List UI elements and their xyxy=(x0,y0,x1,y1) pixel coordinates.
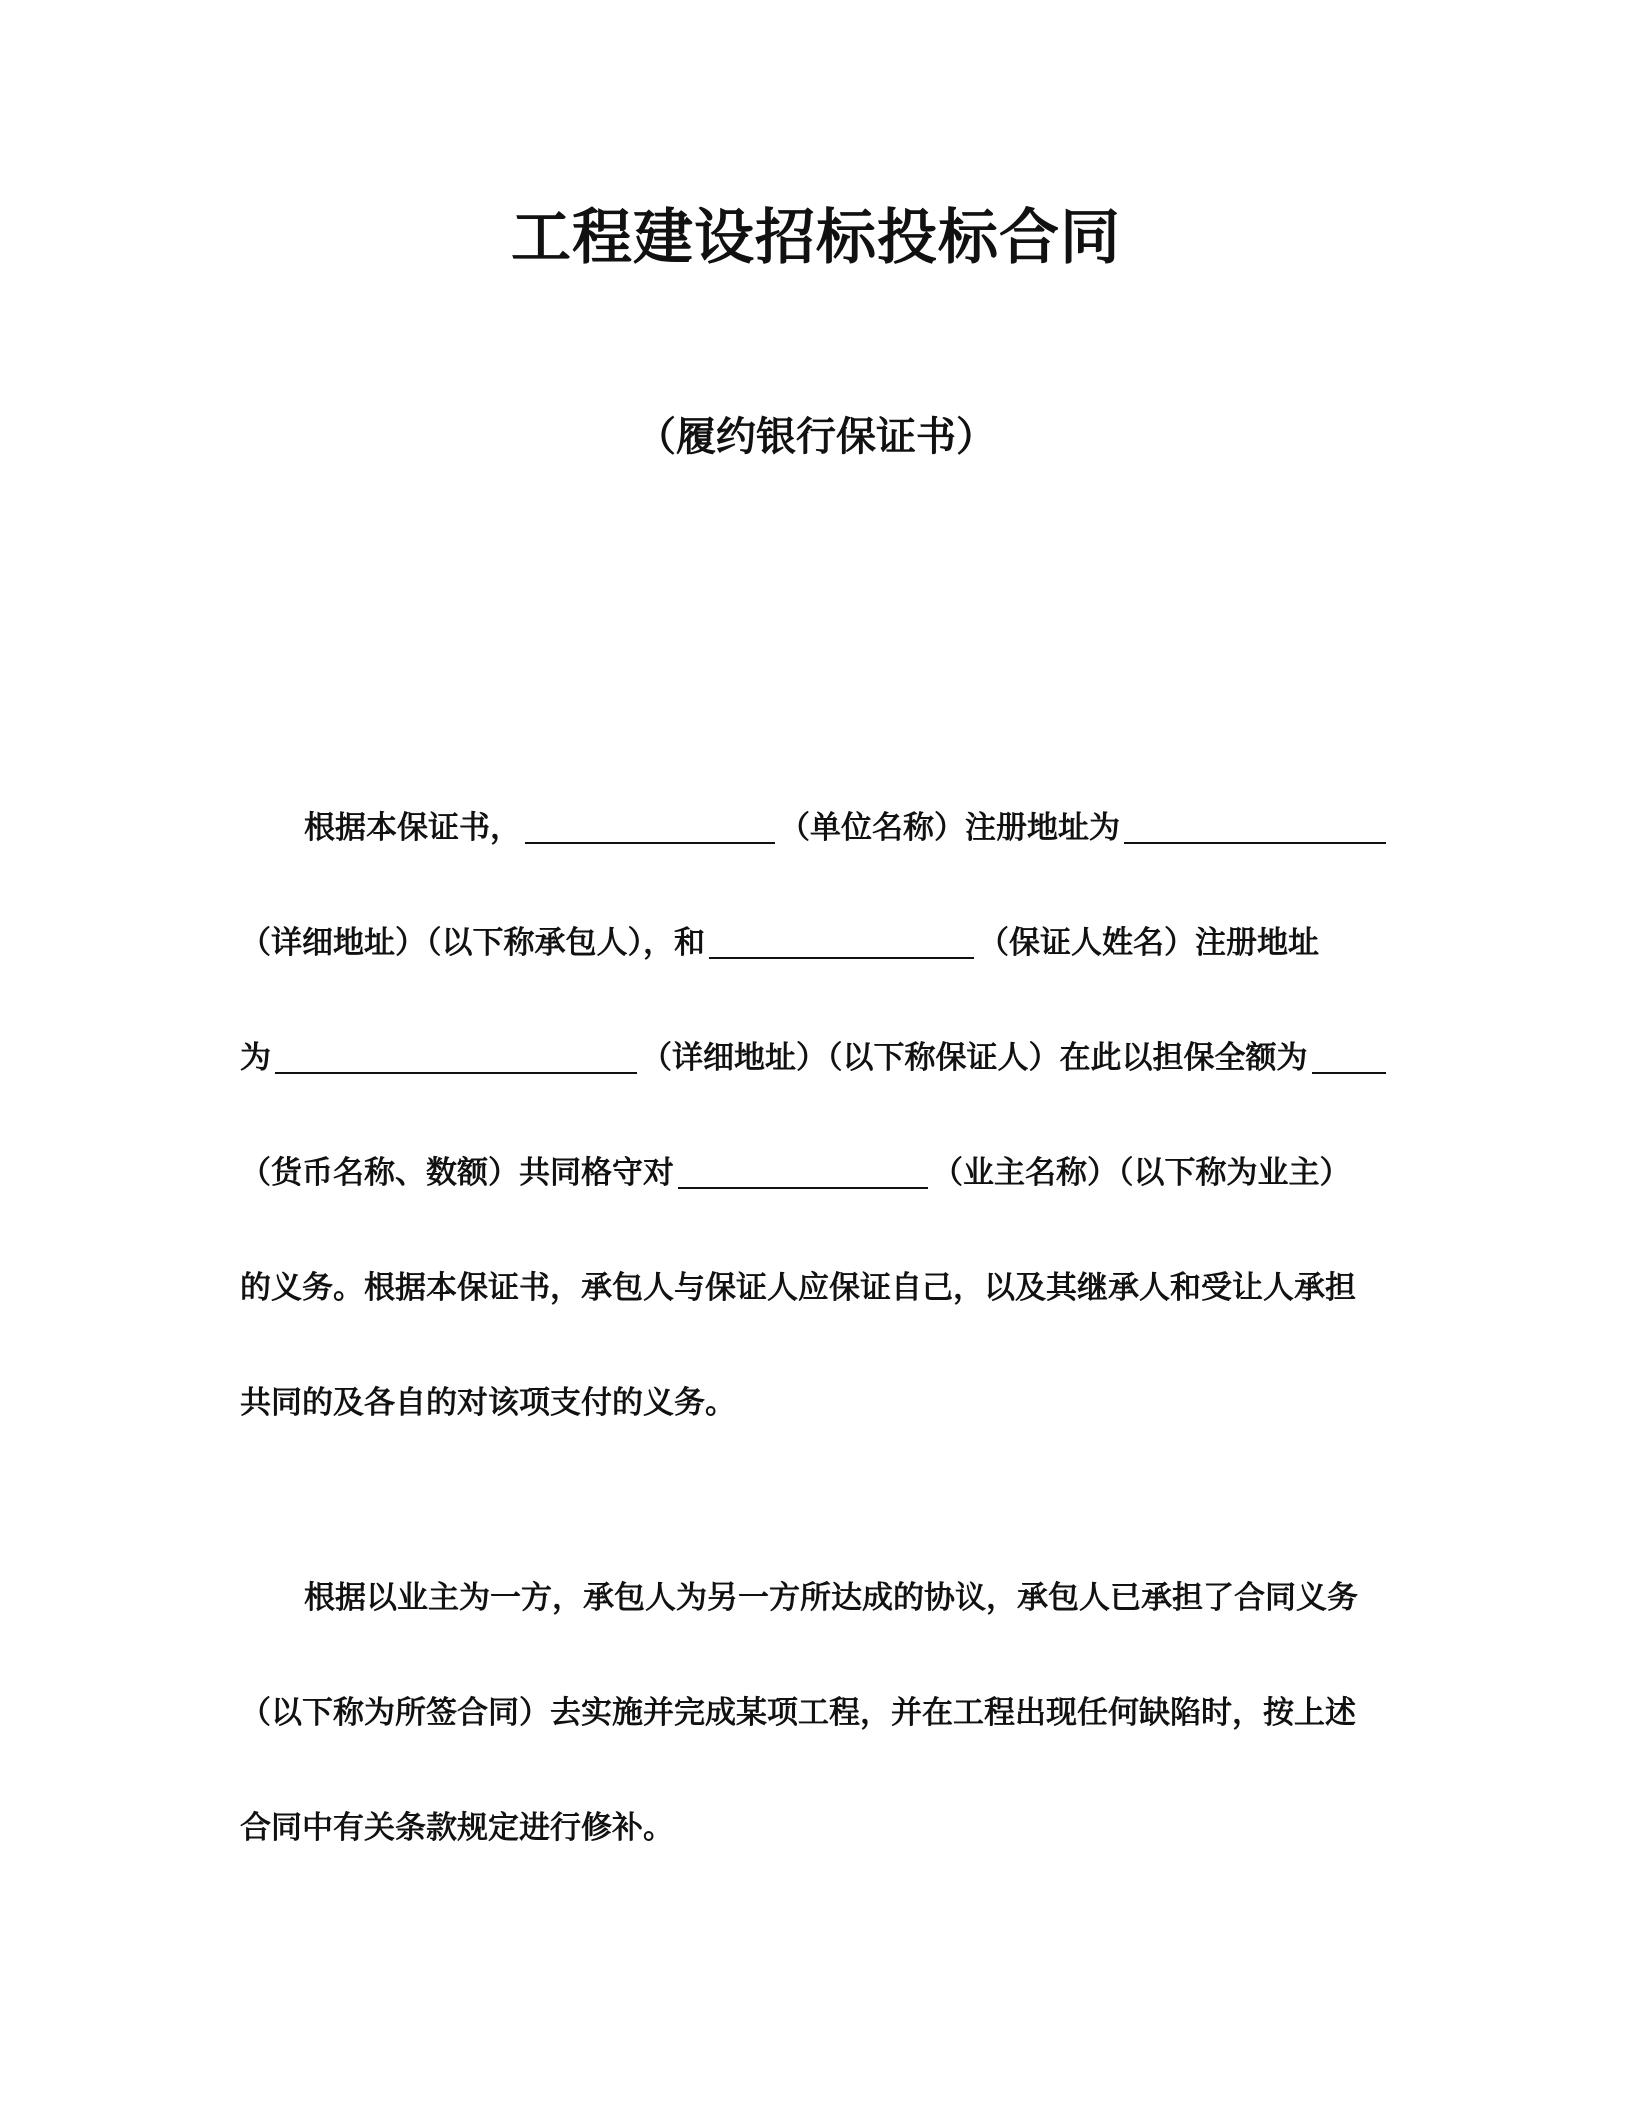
blank-unit-name[interactable] xyxy=(525,804,775,844)
blank-owner-name[interactable] xyxy=(678,1149,928,1189)
paragraph-2-line-1 xyxy=(240,1560,1390,1620)
text-segment: （详细地址）（以下称承包人），和 xyxy=(240,925,705,961)
paragraph-2-line-2 xyxy=(240,1675,1390,1735)
text-segment: 根据本保证书， xyxy=(304,810,521,846)
text-segment: （业主名称）（以下称为业主） xyxy=(932,1155,1351,1191)
blank-guarantor-address[interactable] xyxy=(275,1034,637,1074)
page-title: 工程建设招标投标合同 xyxy=(511,203,1121,273)
paragraph-2-line-3 xyxy=(240,1790,1390,1850)
paragraph-1-line-3 xyxy=(240,1020,1390,1080)
paragraph-1-line-6 xyxy=(240,1365,1390,1425)
blank-guarantee-amount[interactable] xyxy=(1312,1034,1387,1074)
text-segment: （以下称为所签合同）去实施并完成某项工程，并在工程出现任何缺陷时，按上述 xyxy=(240,1695,1356,1731)
text-segment: （详细地址）（以下称保证人）在此以担保全额为 xyxy=(641,1040,1308,1076)
text-segment: 根据以业主为一方，承包人为另一方所达成的协议，承包人已承担了合同义务 xyxy=(304,1580,1358,1616)
text-segment: 为 xyxy=(240,1040,271,1076)
blank-registered-address[interactable] xyxy=(1124,804,1386,844)
paragraph-1-line-2 xyxy=(240,905,1390,965)
text-segment: （货币名称、数额）共同格守对 xyxy=(240,1155,674,1191)
blank-guarantor-name[interactable] xyxy=(709,919,974,959)
text-segment: 共同的及各自的对该项支付的义务。 xyxy=(240,1385,736,1421)
text-segment: 的义务。根据本保证书，承包人与保证人应保证自己，以及其继承人和受让人承担 xyxy=(240,1270,1356,1306)
paragraph-1-line-1 xyxy=(240,790,1390,850)
text-segment: 合同中有关条款规定进行修补。 xyxy=(240,1810,674,1846)
paragraph-1-line-4 xyxy=(240,1135,1390,1195)
text-segment: （保证人姓名）注册地址 xyxy=(978,925,1319,961)
paragraph-1-line-5 xyxy=(240,1250,1390,1310)
text-segment: （单位名称）注册地址为 xyxy=(779,810,1120,846)
page-subtitle: （履约银行保证书） xyxy=(636,414,996,460)
